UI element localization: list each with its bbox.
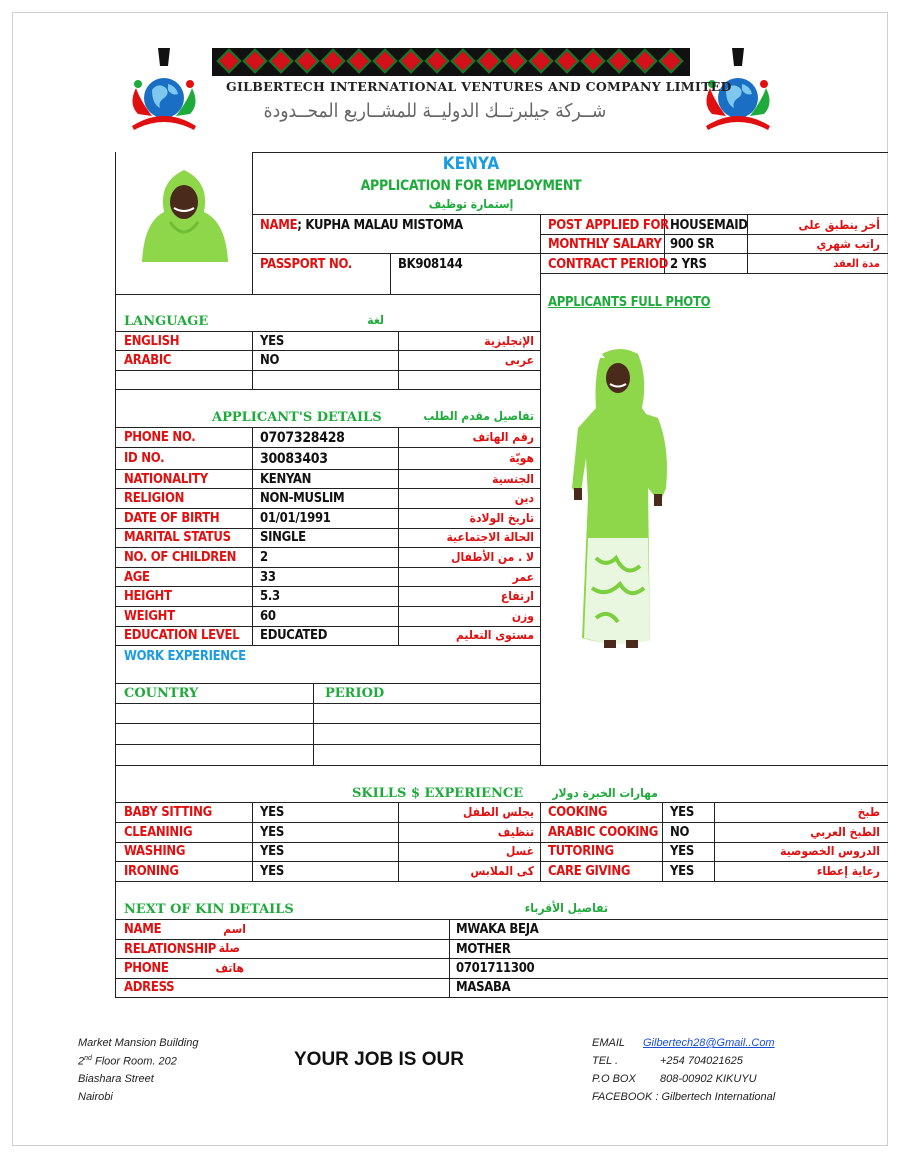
- height-arabic: ارتفاع: [500, 589, 534, 603]
- footer-tel-label: TEL .: [592, 1055, 619, 1067]
- kin-relationship-label: RELATIONSHIP: [124, 942, 217, 957]
- kin-address-value: MASABA: [456, 980, 511, 995]
- work-experience-title: WORK EXPERIENCE: [124, 649, 246, 664]
- skill-care-giving-value: YES: [670, 864, 694, 879]
- language-english-label: ENGLISH: [124, 334, 180, 349]
- skill-arabic-cooking-label: ARABIC COOKING: [548, 825, 659, 840]
- kin-phone-arabic: هاتف: [215, 961, 244, 975]
- education-arabic: مستوى التعليم: [455, 628, 534, 642]
- full-photo-label: APPLICANTS FULL PHOTO: [548, 295, 711, 310]
- skill-arabic-cooking-arabic: الطبخ العربي: [810, 825, 880, 839]
- dob-label: DATE OF BIRTH: [124, 511, 220, 526]
- skill-arabic-cooking-value: NO: [670, 825, 690, 840]
- name-label: NAME: [260, 218, 298, 233]
- education-label: EDUCATION LEVEL: [124, 628, 240, 643]
- footer-email-link[interactable]: Gilbertech28@Gmail..Com: [643, 1037, 775, 1049]
- footer-tel-value: +254 704021625: [660, 1055, 743, 1067]
- language-english-arabic: الإنجليزية: [484, 334, 534, 348]
- work-country-header: COUNTRY: [124, 686, 199, 701]
- footer-slogan: YOUR JOB IS OUR: [294, 1049, 464, 1070]
- weight-arabic: وزن: [511, 609, 534, 623]
- age-value: 33: [260, 570, 276, 585]
- footer-address-line-3: Biashara Street: [78, 1073, 154, 1085]
- education-value: EDUCATED: [260, 628, 328, 643]
- age-label: AGE: [124, 570, 150, 585]
- language-arabic-label: ARABIC: [124, 353, 172, 368]
- language-arabic-value: NO: [260, 353, 280, 368]
- passport-photo: [134, 162, 234, 262]
- name-field: [260, 218, 463, 233]
- religion-label: RELIGION: [124, 491, 185, 506]
- children-value: 2: [260, 550, 268, 565]
- dob-arabic: تاريخ الولادة: [469, 511, 534, 525]
- language-arabic-arabic: عربى: [504, 353, 534, 367]
- skill-cooking-label: COOKING: [548, 805, 608, 820]
- language-english-value: YES: [260, 334, 284, 349]
- footer-address-line-1: Market Mansion Building: [78, 1037, 199, 1049]
- nationality-value: KENYAN: [260, 472, 312, 487]
- language-title: LANGUAGE: [124, 314, 209, 329]
- contract-label: CONTRACT PERIOD: [548, 257, 669, 272]
- kin-address-label: ADRESS: [124, 980, 175, 995]
- skill-baby-sitting-value: YES: [260, 805, 284, 820]
- phone-value: 0707328428: [260, 430, 345, 446]
- decorative-banner: [212, 48, 690, 76]
- age-arabic: عمر: [512, 570, 534, 584]
- kin-phone-label: PHONE: [124, 961, 169, 976]
- contract-label-arabic: مدة العقد: [833, 257, 880, 270]
- weight-label: WEIGHT: [124, 609, 175, 624]
- phone-arabic: رقم الهاتف: [472, 430, 534, 444]
- skill-baby-sitting-label: BABY SITTING: [124, 805, 212, 820]
- id-label: ID NO.: [124, 451, 165, 466]
- footer-address-line-4: Nairobi: [78, 1091, 113, 1103]
- skills-title-arabic: مهارات الخبرة دولار: [552, 786, 658, 800]
- work-period-header: PERIOD: [325, 686, 385, 701]
- religion-value: NON-MUSLIM: [260, 491, 345, 506]
- footer-facebook: FACEBOOK : Gilbertech International: [592, 1091, 776, 1103]
- kin-title-arabic: تفاصيل الأقرباء: [524, 901, 608, 915]
- skill-cleaning-value: YES: [260, 825, 284, 840]
- footer-email-label: EMAIL: [592, 1037, 626, 1049]
- skill-washing-label: WASHING: [124, 844, 186, 859]
- footer-pobox-label: P.O BOX: [592, 1073, 636, 1085]
- skill-cleaning-arabic: تنظيف: [497, 825, 534, 839]
- marital-label: MARITAL STATUS: [124, 530, 231, 545]
- post-label: POST APPLIED FOR: [548, 218, 669, 233]
- company-name-english: GILBERTECH INTERNATIONAL VENTURES AND COMPANY LIMITED: [226, 79, 732, 94]
- skill-cooking-value: YES: [670, 805, 694, 820]
- height-value: 5.3: [260, 589, 280, 604]
- details-title: APPLICANT'S DETAILS: [212, 410, 382, 425]
- passport-label: PASSPORT NO.: [260, 257, 352, 272]
- contract-value: 2 YRS: [670, 257, 707, 272]
- applicant-full-photo: [566, 348, 676, 654]
- footer-pobox-value: 808-00902 KIKUYU: [660, 1073, 757, 1085]
- kin-relationship-arabic: صلة: [218, 941, 240, 955]
- children-label: NO. OF CHILDREN: [124, 550, 237, 565]
- form-title-arabic: إستمارة توظيف: [428, 197, 514, 211]
- post-value: HOUSEMAID: [670, 218, 748, 233]
- skill-washing-value: YES: [260, 844, 284, 859]
- skills-title: SKILLS $ EXPERIENCE: [352, 786, 524, 801]
- skill-tutoring-label: TUTORING: [548, 844, 614, 859]
- skill-washing-arabic: غسل: [505, 844, 534, 858]
- nationality-arabic: الجنسية: [492, 472, 534, 486]
- skill-ironing-arabic: كى الملابس: [470, 864, 534, 878]
- marital-value: SINGLE: [260, 530, 306, 545]
- kin-name-arabic: اسم: [223, 922, 246, 936]
- skill-ironing-value: YES: [260, 864, 284, 879]
- skill-care-giving-arabic: رعاية إعطاء: [816, 864, 880, 878]
- marital-arabic: الحالة الاجتماعية: [446, 530, 534, 544]
- id-arabic: هويّة: [509, 451, 534, 465]
- kin-phone-value: 0701711300: [456, 961, 535, 976]
- skill-baby-sitting-arabic: يجلس الطفل: [463, 805, 534, 819]
- details-title-arabic: تفاصيل مقدم الطلب: [423, 409, 534, 423]
- name-value: ; KUPHA MALAU MISTOMA: [297, 218, 463, 233]
- kin-relationship-value: MOTHER: [456, 942, 511, 957]
- company-name-arabic: شــركة جيلبرتــك الدوليــة للمشــاريع المحــدودة: [263, 100, 607, 122]
- salary-value: 900 SR: [670, 237, 715, 252]
- post-label-arabic: أخر ينطبق على: [798, 218, 880, 232]
- form-title: APPLICATION FOR EMPLOYMENT: [360, 178, 582, 194]
- skill-cooking-arabic: طبخ: [857, 805, 880, 819]
- dob-value: 01/01/1991: [260, 511, 331, 526]
- skill-cleaning-label: CLEANINIG: [124, 825, 193, 840]
- language-title-arabic: لغة: [367, 313, 384, 327]
- salary-label-arabic: راتب شهري: [816, 237, 880, 251]
- religion-arabic: دين: [514, 491, 534, 505]
- skill-tutoring-value: YES: [670, 844, 694, 859]
- kin-name-label: NAME: [124, 922, 162, 937]
- nationality-label: NATIONALITY: [124, 472, 208, 487]
- weight-value: 60: [260, 609, 276, 624]
- form-country: KENYA: [442, 154, 500, 174]
- skill-tutoring-arabic: الدروس الخصوصية: [780, 844, 880, 858]
- company-logo-left: [118, 44, 210, 136]
- skill-care-giving-label: CARE GIVING: [548, 864, 631, 879]
- height-label: HEIGHT: [124, 589, 172, 604]
- skill-ironing-label: IRONING: [124, 864, 179, 879]
- phone-label: PHONE NO.: [124, 430, 196, 445]
- kin-name-value: MWAKA BEJA: [456, 922, 539, 937]
- kin-title: NEXT OF KIN DETAILS: [124, 902, 294, 917]
- id-value: 30083403: [260, 451, 328, 467]
- children-arabic: لا . من الأطفال: [451, 550, 534, 564]
- footer-address-line-2: 2nd Floor Room. 202: [78, 1055, 177, 1068]
- salary-label: MONTHLY SALARY: [548, 237, 662, 252]
- passport-value: BK908144: [398, 257, 463, 272]
